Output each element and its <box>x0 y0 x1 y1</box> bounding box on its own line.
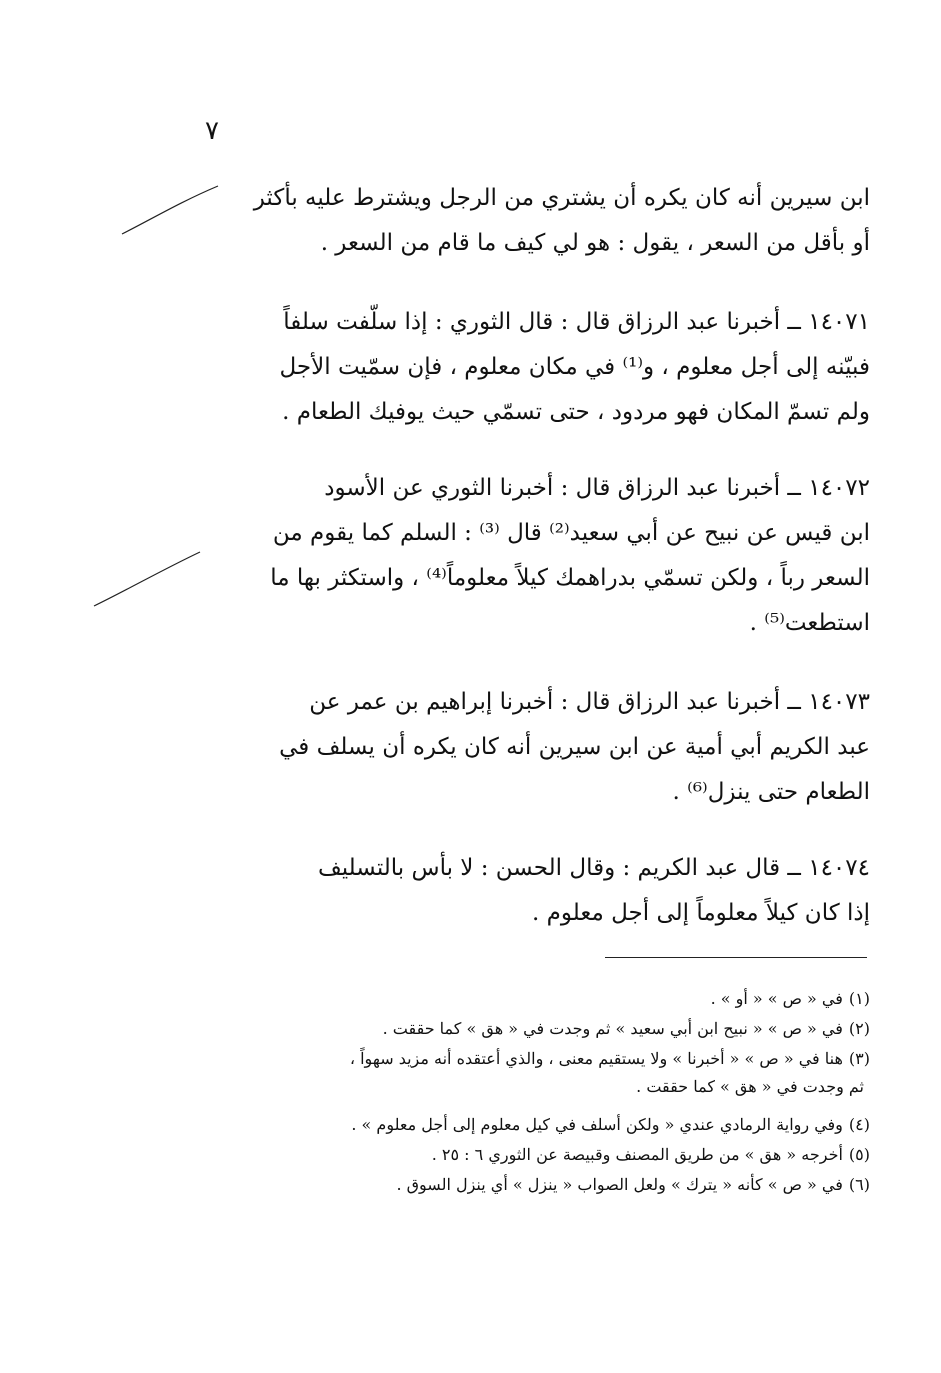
paragraph-14072 <box>190 466 870 646</box>
footnote-2 <box>190 1014 870 1044</box>
footnote-number: (١) <box>848 989 870 1008</box>
footnote-separator <box>605 957 867 958</box>
footnote-number: (٣) <box>848 1049 870 1068</box>
paragraph-14072-line-2: ابن قيس عن نبيح عن أبي سعيد⁽²⁾ قال ⁽³⁾ : السلم كما يقوم من <box>272 520 870 546</box>
paragraph-14073-line-2: عبد الكريم أبي أمية عن ابن سيرين أنه كان يكره أن يسلف في <box>279 734 870 760</box>
footnote-text: وفي رواية الرمادي عندي « ولكن أسلف في كيل معلوم إلى أجل معلوم » . <box>351 1115 843 1134</box>
paragraph-14071-line-3: ولم تسمّ المكان فهو مردود ، حتى تسمّي حيث يوفيك الطعام . <box>282 399 870 425</box>
footnote-3-continuation <box>190 1074 870 1100</box>
footnote-3 <box>190 1044 870 1074</box>
paragraph-14074-line-1: ١٤٠٧٤ ــ قال عبد الكريم : وقال الحسن : لا بأس بالتسليف <box>317 855 870 881</box>
paragraph-14073-line-1: ١٤٠٧٣ ــ أخبرنا عبد الرزاق قال : أخبرنا إبراهيم بن عمر عن <box>309 689 870 715</box>
footnote-text: هنا في « ص » « أخبرنا » ولا يستقيم معنى ، والذي أعتقده أنه مزيد سهواً ، <box>349 1049 843 1068</box>
footnote-number: (٥) <box>848 1145 870 1164</box>
footnote-6 <box>190 1170 870 1200</box>
paragraph-1-line-2: أو بأقل من السعر ، يقول : هو لي كيف ما قام من السعر . <box>320 230 870 256</box>
page-number: ٧ <box>205 116 219 146</box>
paragraph-14073 <box>190 680 870 815</box>
paragraph-14072-line-3: السعر رباً ، ولكن تسمّي بدراهمك كيلاً معلوماً⁽⁴⁾ ، واستكثر بها ما <box>270 565 870 591</box>
footnote-text: أخرجه « هق » من طريق المصنف وقبيصة عن الثوري ٦ : ٢٥ . <box>431 1145 843 1164</box>
paragraph-14071-line-2: فبيّنه إلى أجل معلوم ، و⁽¹⁾ في مكان معلوم ، فإن سمّيت الأجل <box>279 354 870 380</box>
paragraph-14072-line-1: ١٤٠٧٢ ــ أخبرنا عبد الرزاق قال : أخبرنا الثوري عن الأسود <box>324 475 870 501</box>
footnotes <box>190 984 870 1200</box>
paragraph-14071 <box>190 300 870 435</box>
footnote-number: (٤) <box>848 1115 870 1134</box>
paragraph-14071-line-1: ١٤٠٧١ ــ أخبرنا عبد الرزاق قال : قال الثوري : إذا سلّفت سلفاً <box>283 309 870 335</box>
footnote-number: (٢) <box>848 1019 870 1038</box>
paragraph-1-line-1: ابن سيرين أنه كان يكره أن يشتري من الرجل ويشترط عليه بأكثر <box>253 185 870 211</box>
footnote-1 <box>190 984 870 1014</box>
footnote-text: في « ص » « نبيح ابن أبي سعيد » ثم وجدت في « هق » كما حققت . <box>382 1019 843 1038</box>
footnote-number: (٦) <box>848 1175 870 1194</box>
footnote-5 <box>190 1140 870 1170</box>
paragraph-14074-line-2: إذا كان كيلاً معلوماً إلى أجل معلوم . <box>532 900 870 926</box>
paragraph-1 <box>190 176 870 266</box>
paragraph-14073-line-3: الطعام حتى ينزل⁽⁶⁾ . <box>672 779 870 805</box>
paragraph-14072-line-4: استطعت⁽⁵⁾ . <box>749 610 870 636</box>
margin-pen-mark-middle <box>92 548 202 610</box>
footnote-text: ثم وجدت في « هق » كما حققت . <box>636 1077 864 1096</box>
footnote-text: في « ص » « أو » . <box>710 989 843 1008</box>
footnote-text: في « ص » كأنه « يترك » ولعل الصواب « ينزل » أي ينزل السوق . <box>396 1175 843 1194</box>
footnote-number <box>864 1077 870 1096</box>
footnote-4 <box>190 1110 870 1140</box>
paragraph-14074 <box>190 846 870 936</box>
